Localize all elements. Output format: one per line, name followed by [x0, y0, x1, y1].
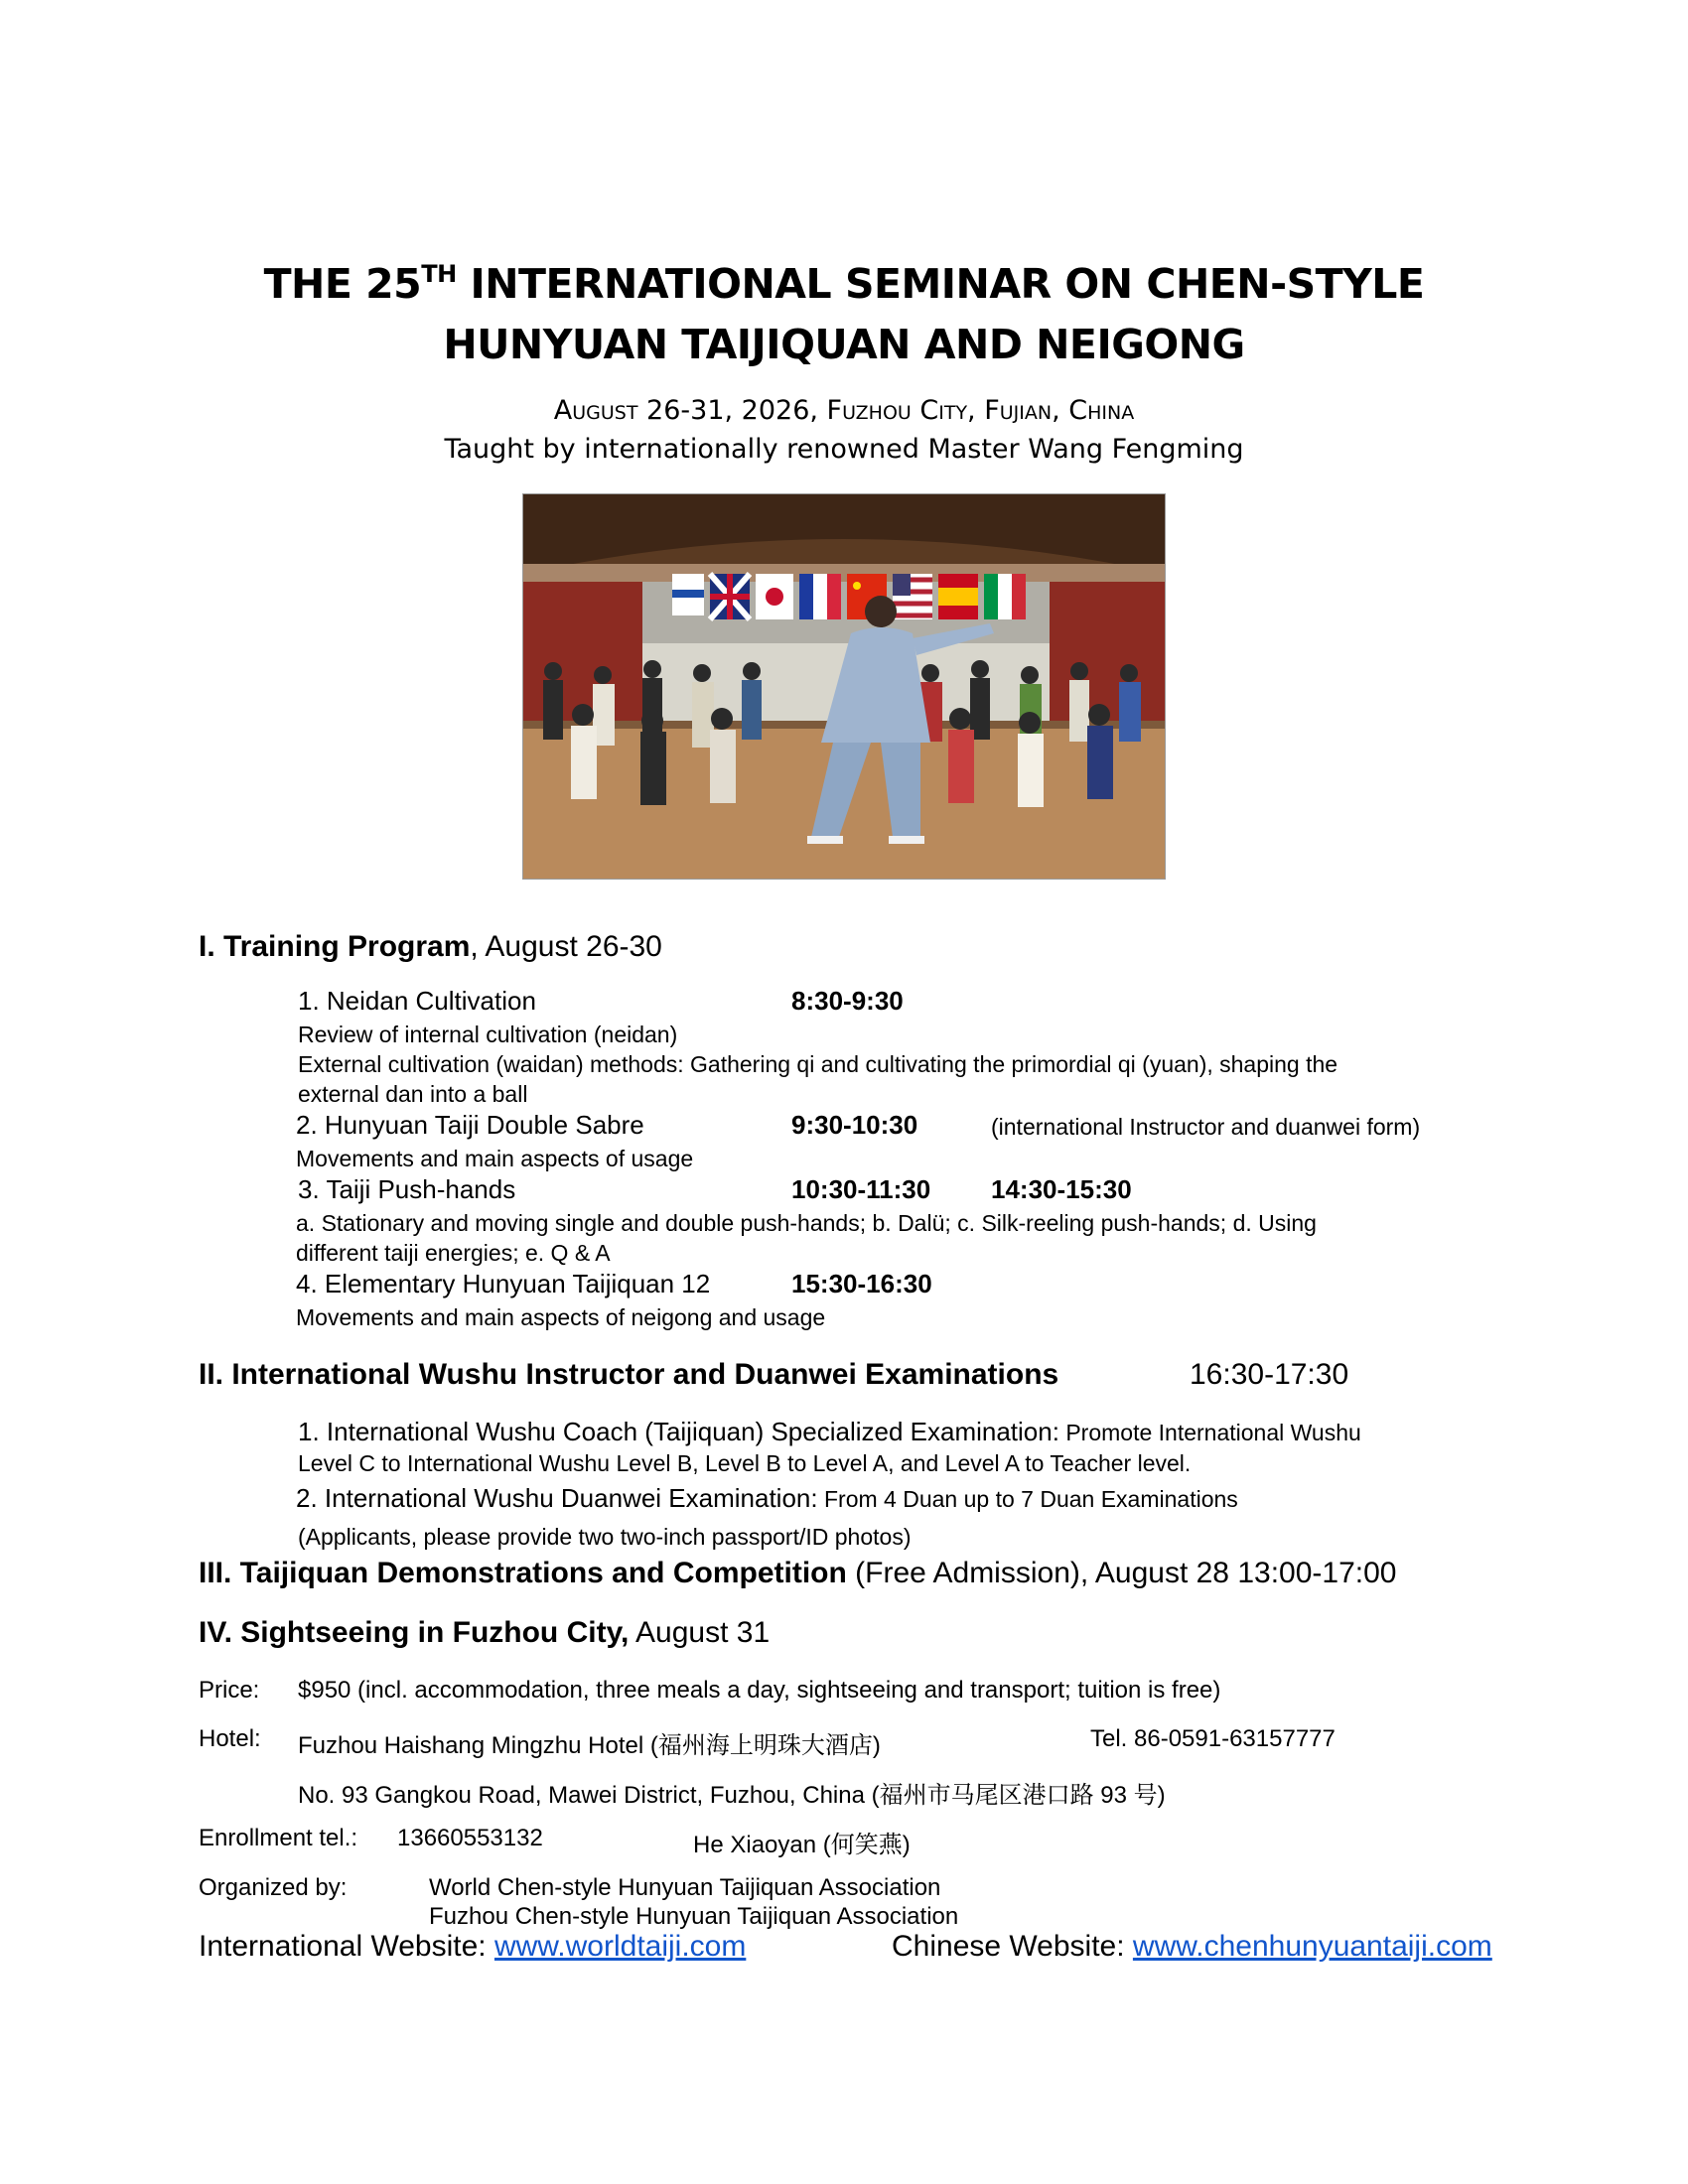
intl-website-link[interactable]: www.worldtaiji.com [493, 1930, 747, 1963]
item2-name: 2. Hunyuan Taiji Double Sabre [296, 1110, 644, 1140]
exam2-desc: From 4 Duan up to 7 Duan Examinations [817, 1486, 1238, 1512]
section4-heading [199, 1616, 770, 1650]
section3-rest: (Free Admission), August 28 13:00-17:00 [846, 1557, 1397, 1589]
section1-heading [199, 930, 662, 964]
cn-website-link[interactable]: www.chenhunyuantaiji.com [1132, 1930, 1492, 1963]
item1-desc-3: external dan into a ball [298, 1081, 528, 1107]
section4-rest: August 31 [629, 1616, 771, 1649]
item2-time: 9:30-10:30 [791, 1110, 918, 1140]
title-superscript: TH [421, 260, 457, 288]
section1-title: I. Training Program [199, 930, 471, 963]
item2-note: (international Instructor and duanwei form) [991, 1114, 1421, 1140]
item2-desc-1: Movements and main aspects of usage [296, 1146, 694, 1171]
class-photo [522, 493, 1166, 880]
section3-heading [199, 1557, 1396, 1590]
hotel-name: Fuzhou Haishang Mingzhu Hotel (福州海上明珠大酒店) [298, 1732, 881, 1759]
enroll-label: Enrollment tel.: [199, 1825, 358, 1851]
item1-desc-2: External cultivation (waidan) methods: Gathering qi and cultivating the primordial qi (yuan), shaping the [298, 1051, 1338, 1077]
item4-desc-1: Movements and main aspects of neigong and usage [296, 1304, 826, 1330]
hotel-tel: Tel. 86-0591-63157777 [1090, 1725, 1336, 1752]
exam1 [298, 1417, 1470, 1447]
tagline: Taught by internationally renowned Master Wang Fengming [444, 434, 1244, 465]
item3-time: 10:30-11:30 [791, 1174, 931, 1204]
item4-time: 15:30-16:30 [791, 1269, 932, 1298]
item3-desc-2: different taiji energies; e. Q & A [296, 1240, 611, 1266]
exam-note: (Applicants, please provide two two-inch passport/ID photos) [298, 1524, 912, 1550]
class-photo-illustration [523, 494, 1165, 879]
section3-title: III. Taijiquan Demonstrations and Competition [199, 1557, 847, 1589]
item1-name: 1. Neidan Cultivation [298, 986, 536, 1016]
intl-website-label: International Website: [199, 1930, 494, 1963]
org-label: Organized by: [199, 1874, 348, 1901]
title-prefix: THE 25 [263, 260, 422, 308]
date-location: August 26-31, 2026, Fuzhou City, Fujian, China [553, 395, 1135, 426]
item3-desc-1: a. Stationary and moving single and double push-hands; b. Dalü; c. Silk-reeling push-hands; d. Using [296, 1210, 1317, 1236]
org-1: World Chen-style Hunyuan Taijiquan Association [429, 1874, 941, 1901]
item3-name: 3. Taiji Push-hands [298, 1174, 516, 1204]
hotel-label: Hotel: [199, 1725, 261, 1752]
title-rest: INTERNATIONAL SEMINAR ON CHEN-STYLE [456, 260, 1425, 308]
cn-website [892, 1930, 1492, 1964]
item4-name: 4. Elementary Hunyuan Taijiquan 12 [296, 1269, 711, 1298]
cn-website-label: Chinese Website: [892, 1930, 1133, 1963]
enroll-contact: He Xiaoyan (何笑燕) [693, 1832, 911, 1858]
section1-date: , August 26-30 [470, 930, 662, 963]
enroll-tel: 13660553132 [397, 1825, 543, 1851]
page-title-line1 [0, 260, 1688, 308]
page-title-line2: HUNYUAN TAIJIQUAN AND NEIGONG [443, 321, 1245, 368]
exam2 [296, 1483, 1238, 1514]
price-value: $950 (incl. accommodation, three meals a day, sightseeing and transport; tuition is free) [298, 1677, 1221, 1704]
hotel-address: No. 93 Gangkou Road, Mawei District, Fuzhou, China (福州市马尾区港口路 93 号) [298, 1782, 1166, 1809]
section4-title: IV. Sightseeing in Fuzhou City, [199, 1616, 630, 1649]
item1-desc-1: Review of internal cultivation (neidan) [298, 1022, 678, 1047]
price-label: Price: [199, 1677, 260, 1704]
exam1-title: 1. International Wushu Coach (Taijiquan) Specialized Examination: [298, 1417, 1059, 1446]
exam1-desc-a: Promote International Wushu [1058, 1420, 1361, 1445]
item3-time2: 14:30-15:30 [991, 1174, 1132, 1204]
exam2-title: 2. International Wushu Duanwei Examination: [296, 1483, 818, 1513]
section2-time: 16:30-17:30 [1190, 1358, 1349, 1391]
exam1-desc-b: Level C to International Wushu Level B, Level B to Level A, and Level A to Teacher level. [298, 1450, 1192, 1476]
intl-website [199, 1930, 746, 1964]
org-2: Fuzhou Chen-style Hunyuan Taijiquan Association [429, 1903, 959, 1930]
section2-heading [199, 1358, 1058, 1392]
item1-time: 8:30-9:30 [791, 986, 904, 1016]
section2-title: II. International Wushu Instructor and Duanwei Examinations [199, 1358, 1059, 1391]
